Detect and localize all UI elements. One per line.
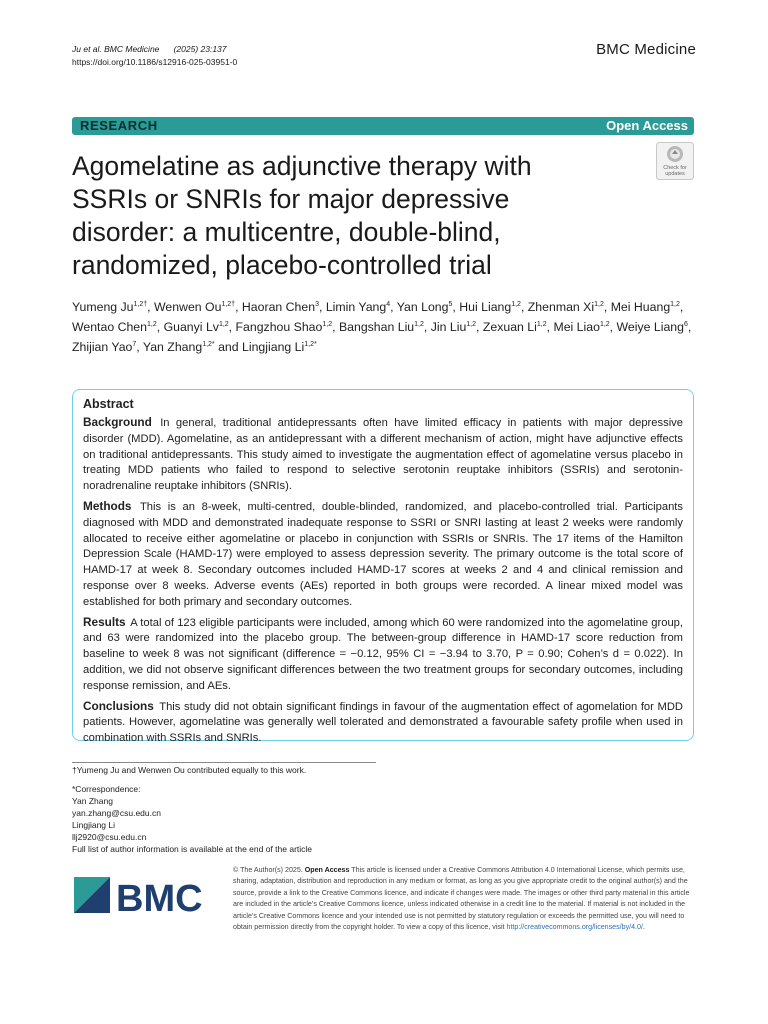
license-body: This article is licensed under a Creative Commons Attribution 4.0 International License, which permits use, sharing, adaptation, distribution and reproduction in any medium or format, as long as you give appropriate credit to the original author(s) and the source, provide a link to the Creative Commons licence, and indicate if changes were made. The images or other third party material in this article are included in the article’s Creative Commons licence, unless indicated otherwise in a credit line to the material. If material is not included in the article’s Creative Commons licence and your intended use is not permitted by statutory regulation or exceeds the permitted use, you will need to obtain permission directly from the copyright holder. To view a copy of this licence, visit [233,866,690,932]
author-affiliation: 1,2† [133,301,148,308]
author-affiliation: 1,2 [536,321,547,329]
author-name: Weiye Liang [616,320,684,335]
results-text: A total of 123 eligible participants were included, among which 60 were randomized into the agomelatine group, and 63 were randomized into the placebo group. The between-group difference in HAMD-17 score reduction from baseline to week 8 was not significant (difference = −0.12, 95% CI = −3.94 to 3.70, P = 0.90; Cohen’s d = 0.022). In addition, we did not observe significant differences between the two treatment groups for secondary outcomes, including response remission, and AEs. [83,616,683,692]
bmc-logo-mark [72,875,203,920]
license-open-access: Open Access [304,866,350,874]
author-affiliation: 1,2* [202,341,215,349]
abstract-methods [83,499,683,611]
abstract-background [83,415,683,495]
author-affiliation: 4 [386,301,391,308]
license-copyright: © The Author(s) 2025. [233,866,303,874]
author-affiliation: 1,2 [466,321,477,329]
footnote-divider [72,762,376,763]
methods-text: This is an 8-week, multi-centred, double-blinded, randomized, and placebo-controlled trial. Participants diagnosed with MDD and demonstrated inadequate response to SSRI or SNRI lasting at least 2 weeks were randomly allocated to receive either agomelatine or placebo in conjunction with SSRIs or SNRIs. The 17 items of the Hamilton Depression Scale (HAMD-17) were employed to assess depression severity. The primary outcome is the total score of HAMD-17 at week 8. Secondary outcomes included HAMD-17 scores at weeks 2 and 4 and clinical remission and response over 8 weeks. Adverse events (AEs) reported in both groups were recorded. A linear mixed model was established for both primary and secondary outcomes. [83,500,683,608]
author-name: Zexuan Li [482,320,537,335]
author-name: Haoran Chen [241,300,316,315]
author-name: Yan Zhang [142,340,203,355]
author-affiliation: 1,2 [414,321,424,329]
author-affiliation: 1,2† [221,301,236,308]
author-affiliation: 1,2* [304,341,317,349]
author-name: Zhenman Xi [527,300,595,315]
background-text: In general, traditional antidepressants often have limited efficacy in patients with major depressive disorder (MDD). Agomelatine, as an antidepressant with a different mechanism of action, might have adjunctive effects on traditional antidepressants. This study aimed to investigate the augmentation effect of agomelatine versus placebo in treating MDD patients who failed to respond to selective serotonin reuptake inhibitors (SSRIs) and serotonin-noradrenaline reuptake inhibitors (SNRIs). [83,417,683,493]
author-name: Bangshan Liu [338,320,415,335]
check-for-updates-badge[interactable] [656,142,694,180]
author-affiliation: 5 [448,301,453,308]
author-list: Yumeng $Ju^{1,2\dagger}$, Wenwen $Ou^{1,2\dagger}$, Haoran Chen$^3$, Limin Yang$^4$, Yan Long$^5$, Hui Liang$^{1,2}$, Zhenman Xi$^{1,2}$, Mei Huang$^{1,2}$, Wentao Chen$^{1,2}$, Guanyi Lv$^{1,2}$, Fangzhou Shao$^{1,2}$, Bangshan Liu$^{1,2}$, Jin Liu$^{1,2}$, Zexuan Li$^{1,2}$, Mei Liao$^{1,2}$, Weiye Liang$^6$, Zhijian Yao$^7$, Yan Zhang$^{1,2*}$ and Lingjiang $Li^{1,2*}$ [72,300,692,355]
author-info-note: Full list of author information is available at the end of the article [72,844,313,854]
author-name: Yan Long [396,300,449,315]
author-name: Mei Huang [610,300,671,315]
author-affiliation: 1,2 [322,321,333,329]
author-name: Limin Yang [325,300,387,315]
corr-email-2[interactable]: llj2920@csu.edu.cn [72,832,147,842]
author-name: Yumeng Ju [72,300,134,315]
journal-name: BMC Medicine [596,41,696,58]
bmc-logo [72,875,203,920]
conclusions-label: Conclusions [83,698,154,713]
article-type-label: RESEARCH [80,118,158,133]
author-affiliation: 1,2 [670,301,680,308]
check-line1: Check for [663,165,687,171]
citation-block [72,43,237,69]
license-end: . [642,923,645,932]
author-affiliation: 1,2 [594,301,604,308]
citation-volume: (2025) 23:137 [173,44,227,54]
equal-contribution-note: †Yumeng Ju and Wenwen Ou contributed equally to this work. [72,765,307,775]
corr-email-1[interactable]: yan.zhang@csu.edu.cn [72,808,161,818]
author-affiliation: 6 [683,321,688,329]
corr-author-1: Yan Zhang [72,796,113,806]
author-name: Lingjiang Li [242,340,305,355]
author-affiliation: 1,2 [218,321,229,329]
check-line2: updates [665,171,685,177]
article-title: Agomelatine as adjunctive therapy with SSRIs or SNRIs for major depressive disorder: a multicentre, double-blind, randomized, placebo-controlled trial [72,151,532,280]
abstract-heading: Abstract [83,397,134,411]
author-name: Jin Liu [430,320,467,335]
author-affiliation: 1,2 [146,321,157,329]
corr-author-2: Lingjiang Li [72,820,116,830]
correspondence-heading: *Correspondence: [72,784,141,794]
author-name: Hui Liang [459,300,512,315]
abstract-conclusions [83,699,683,747]
conclusions-text: This study did not obtain significant findings in favour of the augmentation effect of agomelation for MDD patients. However, agomelatine was generally well tolerated and demonstrated a favourable safety profile when used in combination with SSRIs and SNRIs. [83,700,683,745]
correspondence-block [72,783,312,855]
citation-authors: Ju et al. BMC Medicine [72,44,160,54]
author-affiliation: 1,2 [511,301,521,308]
background-label: Background [83,415,152,429]
bmc-logo-text: BMC [116,878,203,920]
author-affiliation: 3 [315,301,319,308]
author-name: Guanyi Lv [163,320,219,335]
author-name: Mei Liao [553,320,600,335]
abstract-results [83,615,683,695]
check-for-updates-icon [656,142,694,180]
author-name: Wenwen Ou [154,300,222,315]
citation-line [72,43,237,56]
section-banner [72,117,694,135]
methods-label: Methods [83,498,132,513]
author-affiliation: 7 [132,341,137,349]
author-affiliation: 1,2 [599,321,610,329]
license-url[interactable]: http://creativecommons.org/licenses/by/4.0/ [506,923,643,932]
doi-link[interactable]: https://doi.org/10.1186/s12916-025-03951-0 [72,57,238,67]
author-name: Fangzhou Shao [235,320,323,335]
open-access-label: Open Access [606,118,688,133]
license-text [233,865,693,933]
author-name: Wentao Chen [72,320,147,335]
abstract-box [72,389,694,745]
author-name: Zhijian Yao [72,340,133,355]
results-label: Results [83,614,126,629]
